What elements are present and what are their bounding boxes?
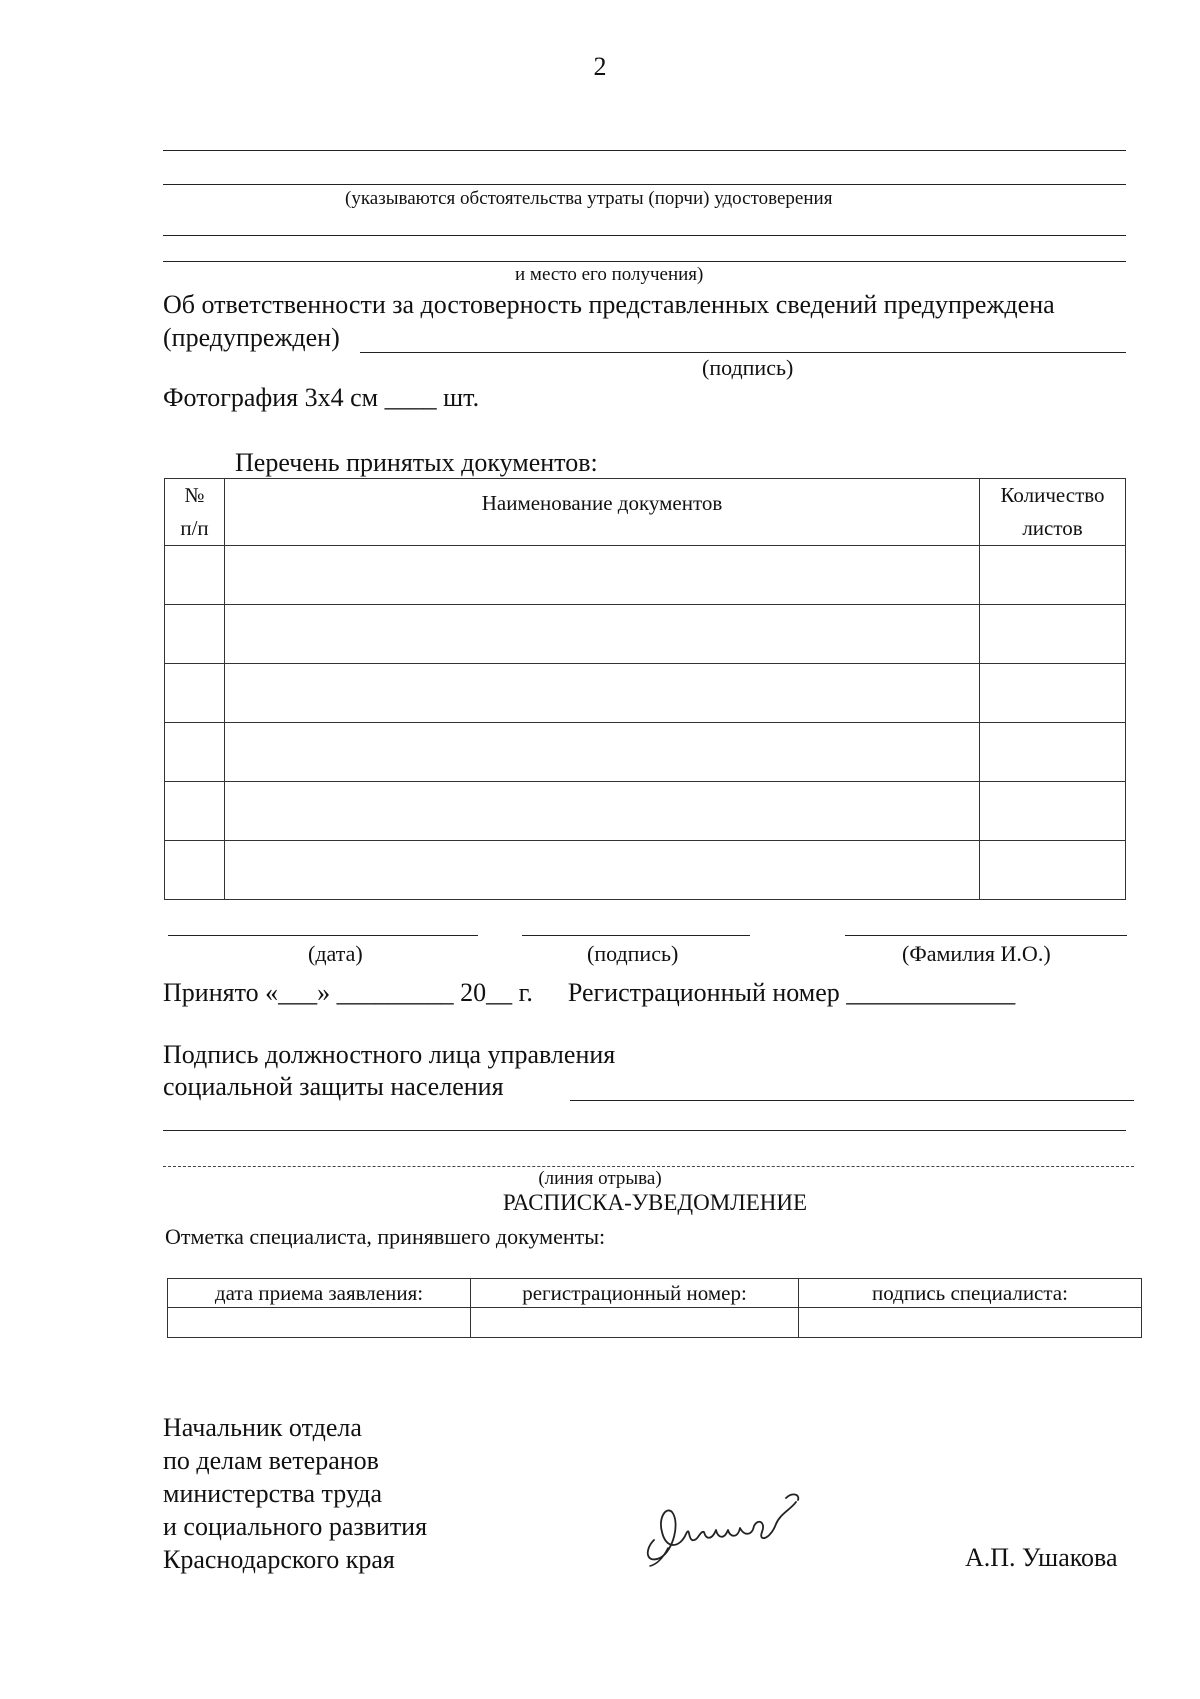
table-cell[interactable] [165, 605, 225, 664]
photo-unit: шт. [443, 383, 480, 412]
blank-line[interactable] [163, 184, 1126, 185]
col-name-header: Наименование документов [225, 479, 980, 546]
documents-heading: Перечень принятых документов: [235, 448, 598, 477]
accepted-month-blank[interactable]: _________ [336, 978, 454, 1007]
signature-caption: (подпись) [587, 941, 679, 966]
table-cell[interactable] [980, 723, 1126, 782]
table-cell[interactable] [165, 664, 225, 723]
table-cell[interactable] [980, 841, 1126, 900]
receipt-subtitle: Отметка специалиста, принявшего документы: [165, 1224, 606, 1249]
page-number: 2 [593, 52, 607, 81]
table-cell[interactable] [225, 841, 980, 900]
date-caption: (дата) [308, 941, 363, 966]
receipt-table [167, 1278, 1142, 1338]
table-cell[interactable] [225, 605, 980, 664]
blank-line[interactable] [163, 235, 1126, 236]
official-signature-label: Подпись должностного лица управления [163, 1040, 616, 1069]
photo-count-blank[interactable]: ____ [384, 383, 437, 412]
table-row [165, 841, 1126, 900]
table-cell[interactable] [165, 841, 225, 900]
blank-line[interactable] [163, 261, 1126, 262]
registration-number-blank[interactable]: _____________ [846, 978, 1016, 1007]
table-row [165, 782, 1126, 841]
responsibility-statement-cont: (предупрежден) [163, 323, 340, 352]
receipt-regnum-cell[interactable] [471, 1308, 799, 1338]
table-cell[interactable] [165, 723, 225, 782]
receipt-title: РАСПИСКА-УВЕДОМЛЕНИЕ [502, 1190, 808, 1215]
table-cell[interactable] [165, 782, 225, 841]
col-count-header: Количество листов [980, 479, 1126, 546]
signature-caption: (подпись) [702, 355, 794, 380]
signer-position: Начальник отдела по делам ветеранов министерства труда и социального развития Краснодарского края [163, 1413, 428, 1574]
registration-number-label: Регистрационный номер [567, 978, 840, 1007]
signature-line[interactable] [360, 352, 1126, 353]
photo-label: Фотография 3х4 см [163, 383, 379, 412]
table-cell[interactable] [225, 723, 980, 782]
official-signature-label-cont: социальной защиты населения [163, 1072, 504, 1101]
tear-line [163, 1166, 1134, 1167]
col-number-header: № п/п [165, 479, 225, 546]
photo-line [163, 383, 479, 413]
table-cell[interactable] [225, 664, 980, 723]
receipt-date-header: дата приема заявления: [168, 1279, 471, 1308]
receipt-signature-header: подпись специалиста: [799, 1279, 1142, 1308]
table-cell[interactable] [165, 546, 225, 605]
official-signature-line[interactable] [570, 1100, 1134, 1101]
receipt-signature-cell[interactable] [799, 1308, 1142, 1338]
date-line[interactable] [168, 935, 478, 936]
signer-name: А.П. Ушакова [965, 1543, 1118, 1572]
table-cell[interactable] [980, 782, 1126, 841]
table-cell[interactable] [225, 782, 980, 841]
responsibility-statement: Об ответственности за достоверность представленных сведений предупреждена [163, 290, 1055, 319]
accepted-day[interactable]: Принято «___» [163, 978, 331, 1007]
place-caption: и место его получения) [515, 264, 704, 285]
table-row [165, 546, 1126, 605]
blank-line[interactable] [163, 150, 1126, 151]
accepted-line [163, 978, 1015, 1008]
name-line[interactable] [845, 935, 1127, 936]
loss-caption: (указываются обстоятельства утраты (порчи) удостоверения [345, 188, 833, 209]
tear-line-caption: (линия отрыва) [538, 1168, 662, 1189]
table-cell[interactable] [225, 546, 980, 605]
table-cell[interactable] [980, 546, 1126, 605]
handwritten-signature [640, 1488, 810, 1568]
receipt-date-cell[interactable] [168, 1308, 471, 1338]
table-cell[interactable] [980, 605, 1126, 664]
name-caption: (Фамилия И.О.) [902, 941, 1051, 966]
signature-line[interactable] [522, 935, 750, 936]
receipt-regnum-header: регистрационный номер: [471, 1279, 799, 1308]
blank-line[interactable] [163, 1130, 1126, 1131]
table-row [165, 664, 1126, 723]
accepted-year[interactable]: 20__ г. [460, 978, 533, 1007]
documents-table [164, 478, 1126, 900]
table-row [165, 723, 1126, 782]
table-row [165, 605, 1126, 664]
table-cell[interactable] [980, 664, 1126, 723]
